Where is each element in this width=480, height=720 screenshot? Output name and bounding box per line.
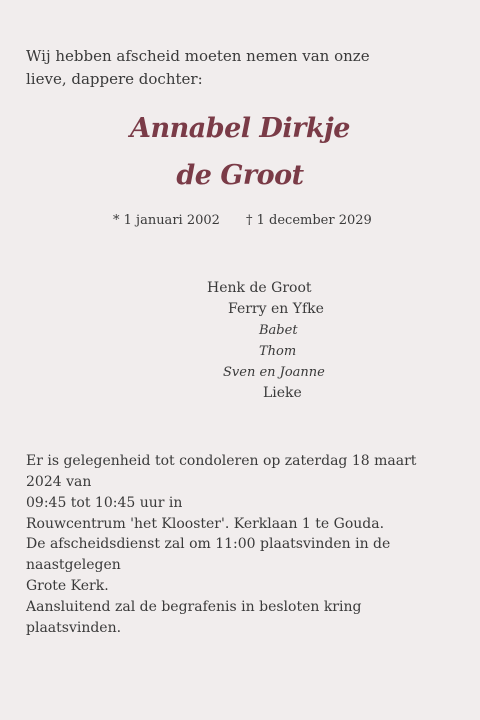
family-member: Lieke <box>263 385 302 401</box>
condolence-line-3: Rouwcentrum 'het Klooster'. Kerklaan 1 te Gouda. <box>26 516 385 532</box>
intro-line-2: lieve, dappere dochter: <box>26 70 203 88</box>
deceased-first-names: Annabel Dirkje <box>130 113 350 144</box>
intro-line-1: Wij hebben afscheid moeten nemen van onze <box>26 47 370 65</box>
service-line-1: De afscheidsdienst zal om 11:00 plaatsvinden in de naastgelegen <box>26 536 391 573</box>
condolence-info <box>26 451 456 535</box>
death-date: † 1 december 2029 <box>246 213 372 228</box>
family-member: Sven en Joanne <box>223 365 325 380</box>
family-list <box>0 278 480 404</box>
intro-text <box>26 45 446 91</box>
condolence-line-1: Er is gelegenheid tot condoleren op zaterdag 18 maart 2024 van <box>26 453 417 490</box>
deceased-surname: de Groot <box>176 160 304 191</box>
service-info <box>26 534 456 639</box>
service-line-3: Aansluitend zal de begrafenis in besloten kring plaatsvinden. <box>26 599 362 636</box>
family-member: Thom <box>259 344 297 359</box>
service-line-2: Grote Kerk. <box>26 578 109 594</box>
family-member: Babet <box>259 323 298 338</box>
condolence-line-2: 09:45 tot 10:45 uur in <box>26 495 183 511</box>
family-member: Henk de Groot <box>207 280 312 296</box>
birth-date: * 1 januari 2002 <box>113 213 220 228</box>
family-member: Ferry en Yfke <box>228 301 324 317</box>
